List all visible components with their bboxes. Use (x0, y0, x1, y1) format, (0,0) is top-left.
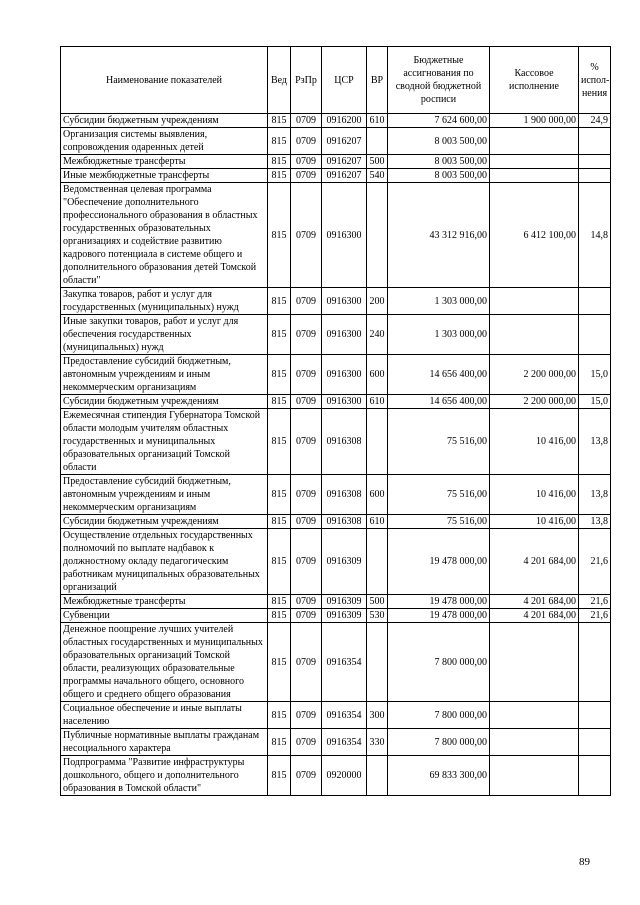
cell-csr: 0916200 (322, 114, 367, 128)
cell-vr (367, 756, 388, 796)
cell-budget: 7 800 000,00 (388, 729, 490, 756)
cell-name: Субсидии бюджетным учреждениям (61, 395, 268, 409)
cell-budget: 7 800 000,00 (388, 623, 490, 702)
cell-name: Социальное обеспечение и иные выплаты населению (61, 702, 268, 729)
page-number: 89 (579, 856, 590, 868)
cell-name: Иные закупки товаров, работ и услуг для обеспечения государственных (муниципальных) нужд (61, 315, 268, 355)
cell-csr: 0920000 (322, 756, 367, 796)
cell-rzpr: 0709 (291, 183, 322, 288)
cell-cash: 6 412 100,00 (490, 183, 579, 288)
cell-cash (490, 315, 579, 355)
cell-name: Субвенции (61, 609, 268, 623)
header-ved: Вед (268, 47, 291, 114)
cell-csr: 0916309 (322, 595, 367, 609)
table-row (61, 702, 611, 729)
table-row (61, 475, 611, 515)
cell-cash (490, 169, 579, 183)
cell-budget: 19 478 000,00 (388, 595, 490, 609)
header-row (61, 47, 611, 114)
cell-percent: 21,6 (579, 595, 611, 609)
cell-vr: 600 (367, 355, 388, 395)
cell-budget: 7 624 600,00 (388, 114, 490, 128)
cell-csr: 0916354 (322, 702, 367, 729)
cell-rzpr: 0709 (291, 702, 322, 729)
cell-name: Подпрограмма "Развитие инфраструктуры дошкольного, общего и дополнительного образования в Томской области" (61, 756, 268, 796)
table-body (61, 114, 611, 796)
cell-csr: 0916300 (322, 183, 367, 288)
cell-name: Организация системы выявления, сопровождения одаренных детей (61, 128, 268, 155)
cell-csr: 0916207 (322, 155, 367, 169)
cell-rzpr: 0709 (291, 475, 322, 515)
table-row (61, 288, 611, 315)
cell-percent: 21,6 (579, 609, 611, 623)
cell-rzpr: 0709 (291, 288, 322, 315)
cell-percent (579, 702, 611, 729)
cell-budget: 14 656 400,00 (388, 395, 490, 409)
cell-cash: 10 416,00 (490, 475, 579, 515)
cell-cash: 4 201 684,00 (490, 609, 579, 623)
cell-budget: 1 303 000,00 (388, 288, 490, 315)
header-rzpr: РзПр (291, 47, 322, 114)
cell-name: Субсидии бюджетным учреждениям (61, 515, 268, 529)
cell-cash (490, 702, 579, 729)
cell-ved: 815 (268, 395, 291, 409)
cell-budget: 75 516,00 (388, 409, 490, 475)
cell-csr: 0916300 (322, 355, 367, 395)
cell-rzpr: 0709 (291, 315, 322, 355)
cell-csr: 0916300 (322, 395, 367, 409)
cell-rzpr: 0709 (291, 623, 322, 702)
budget-execution-table (60, 46, 611, 796)
cell-budget: 7 800 000,00 (388, 702, 490, 729)
cell-cash (490, 288, 579, 315)
cell-ved: 815 (268, 729, 291, 756)
cell-cash (490, 756, 579, 796)
table-row (61, 529, 611, 595)
header-csr: ЦСР (322, 47, 367, 114)
cell-vr: 600 (367, 475, 388, 515)
cell-percent: 15,0 (579, 355, 611, 395)
cell-ved: 815 (268, 475, 291, 515)
cell-vr: 500 (367, 595, 388, 609)
cell-rzpr: 0709 (291, 355, 322, 395)
cell-vr: 500 (367, 155, 388, 169)
cell-budget: 69 833 300,00 (388, 756, 490, 796)
cell-budget: 19 478 000,00 (388, 529, 490, 595)
cell-vr: 610 (367, 395, 388, 409)
cell-csr: 0916354 (322, 729, 367, 756)
cell-percent (579, 623, 611, 702)
cell-vr: 330 (367, 729, 388, 756)
cell-rzpr: 0709 (291, 114, 322, 128)
cell-percent: 15,0 (579, 395, 611, 409)
table-header (61, 47, 611, 114)
cell-ved: 815 (268, 315, 291, 355)
table-row (61, 609, 611, 623)
cell-cash (490, 623, 579, 702)
cell-vr (367, 623, 388, 702)
cell-budget: 75 516,00 (388, 475, 490, 515)
cell-cash: 2 200 000,00 (490, 355, 579, 395)
cell-name: Ежемесячная стипендия Губернатора Томской области молодым учителям областных государственных и муниципальных образовательных организаций Томской области (61, 409, 268, 475)
cell-cash: 4 201 684,00 (490, 595, 579, 609)
cell-ved: 815 (268, 183, 291, 288)
cell-rzpr: 0709 (291, 128, 322, 155)
cell-name: Публичные нормативные выплаты гражданам несоциального характера (61, 729, 268, 756)
cell-percent (579, 288, 611, 315)
cell-percent: 13,8 (579, 475, 611, 515)
cell-ved: 815 (268, 515, 291, 529)
cell-ved: 815 (268, 355, 291, 395)
cell-csr: 0916207 (322, 128, 367, 155)
table-row (61, 623, 611, 702)
cell-vr: 610 (367, 515, 388, 529)
cell-cash (490, 155, 579, 169)
cell-vr: 540 (367, 169, 388, 183)
header-name: Наименование показателей (61, 47, 268, 114)
cell-budget: 8 003 500,00 (388, 128, 490, 155)
cell-vr (367, 529, 388, 595)
cell-rzpr: 0709 (291, 169, 322, 183)
cell-cash: 10 416,00 (490, 515, 579, 529)
cell-rzpr: 0709 (291, 595, 322, 609)
cell-vr: 240 (367, 315, 388, 355)
cell-ved: 815 (268, 288, 291, 315)
cell-vr (367, 409, 388, 475)
cell-cash: 10 416,00 (490, 409, 579, 475)
cell-vr: 300 (367, 702, 388, 729)
cell-name: Закупка товаров, работ и услуг для государственных (муниципальных) нужд (61, 288, 268, 315)
cell-csr: 0916309 (322, 609, 367, 623)
cell-name: Денежное поощрение лучших учителей областных государственных и муниципальных образовательных организаций Томской области, реализующих образовательные программы начального общего, основного общего и среднего общего образования (61, 623, 268, 702)
cell-vr: 200 (367, 288, 388, 315)
cell-name: Предоставление субсидий бюджетным, автономным учреждениям и иным некоммерческим организациям (61, 355, 268, 395)
cell-csr: 0916308 (322, 515, 367, 529)
cell-ved: 815 (268, 155, 291, 169)
cell-budget: 1 303 000,00 (388, 315, 490, 355)
cell-vr (367, 183, 388, 288)
cell-name: Предоставление субсидий бюджетным, автономным учреждениям и иным некоммерческим организациям (61, 475, 268, 515)
cell-budget: 8 003 500,00 (388, 155, 490, 169)
cell-ved: 815 (268, 756, 291, 796)
cell-rzpr: 0709 (291, 155, 322, 169)
table-row (61, 128, 611, 155)
cell-csr: 0916207 (322, 169, 367, 183)
cell-csr: 0916300 (322, 315, 367, 355)
cell-ved: 815 (268, 529, 291, 595)
cell-rzpr: 0709 (291, 609, 322, 623)
table-row (61, 756, 611, 796)
cell-percent (579, 155, 611, 169)
cell-rzpr: 0709 (291, 395, 322, 409)
cell-csr: 0916309 (322, 529, 367, 595)
cell-percent: 13,8 (579, 409, 611, 475)
cell-percent (579, 315, 611, 355)
cell-rzpr: 0709 (291, 756, 322, 796)
table-row (61, 169, 611, 183)
table-row (61, 183, 611, 288)
cell-vr: 610 (367, 114, 388, 128)
cell-percent: 13,8 (579, 515, 611, 529)
cell-budget: 19 478 000,00 (388, 609, 490, 623)
cell-percent (579, 128, 611, 155)
cell-rzpr: 0709 (291, 515, 322, 529)
cell-budget: 8 003 500,00 (388, 169, 490, 183)
cell-percent: 21,6 (579, 529, 611, 595)
table-row (61, 114, 611, 128)
cell-cash (490, 729, 579, 756)
cell-name: Межбюджетные трансферты (61, 595, 268, 609)
header-vr: ВР (367, 47, 388, 114)
cell-ved: 815 (268, 595, 291, 609)
cell-cash: 2 200 000,00 (490, 395, 579, 409)
cell-percent (579, 169, 611, 183)
cell-rzpr: 0709 (291, 729, 322, 756)
table-row (61, 515, 611, 529)
header-percent: % испол-нения (579, 47, 611, 114)
table-row (61, 595, 611, 609)
table-row (61, 395, 611, 409)
cell-name: Иные межбюджетные трансферты (61, 169, 268, 183)
cell-name: Осуществление отдельных государственных полномочий по выплате надбавок к должностному окладу педагогическим работникам муниципальных образовательных организаций (61, 529, 268, 595)
cell-ved: 815 (268, 128, 291, 155)
cell-ved: 815 (268, 169, 291, 183)
table-row (61, 409, 611, 475)
cell-cash: 1 900 000,00 (490, 114, 579, 128)
cell-cash (490, 128, 579, 155)
cell-name: Межбюджетные трансферты (61, 155, 268, 169)
cell-ved: 815 (268, 702, 291, 729)
table-row (61, 155, 611, 169)
cell-rzpr: 0709 (291, 529, 322, 595)
cell-budget: 14 656 400,00 (388, 355, 490, 395)
cell-ved: 815 (268, 114, 291, 128)
cell-vr: 530 (367, 609, 388, 623)
cell-percent: 24,9 (579, 114, 611, 128)
cell-ved: 815 (268, 609, 291, 623)
cell-vr (367, 128, 388, 155)
cell-csr: 0916354 (322, 623, 367, 702)
cell-ved: 815 (268, 623, 291, 702)
cell-budget: 75 516,00 (388, 515, 490, 529)
cell-csr: 0916308 (322, 409, 367, 475)
cell-cash: 4 201 684,00 (490, 529, 579, 595)
table-row (61, 355, 611, 395)
cell-percent: 14,8 (579, 183, 611, 288)
cell-csr: 0916300 (322, 288, 367, 315)
table-row (61, 729, 611, 756)
cell-csr: 0916308 (322, 475, 367, 515)
cell-name: Субсидии бюджетным учреждениям (61, 114, 268, 128)
cell-percent (579, 729, 611, 756)
table-row (61, 315, 611, 355)
cell-percent (579, 756, 611, 796)
cell-name: Ведомственная целевая программа "Обеспечение дополнительного профессионального образования в областных государственных образовательных организациях и содействие развитию кадрового потенциала в системе общего и дополнительного образования детей Томской области" (61, 183, 268, 288)
cell-rzpr: 0709 (291, 409, 322, 475)
header-cash: Кассовое исполнение (490, 47, 579, 114)
cell-budget: 43 312 916,00 (388, 183, 490, 288)
cell-ved: 815 (268, 409, 291, 475)
header-budget: Бюджетные ассигнования по сводной бюджетной росписи (388, 47, 490, 114)
